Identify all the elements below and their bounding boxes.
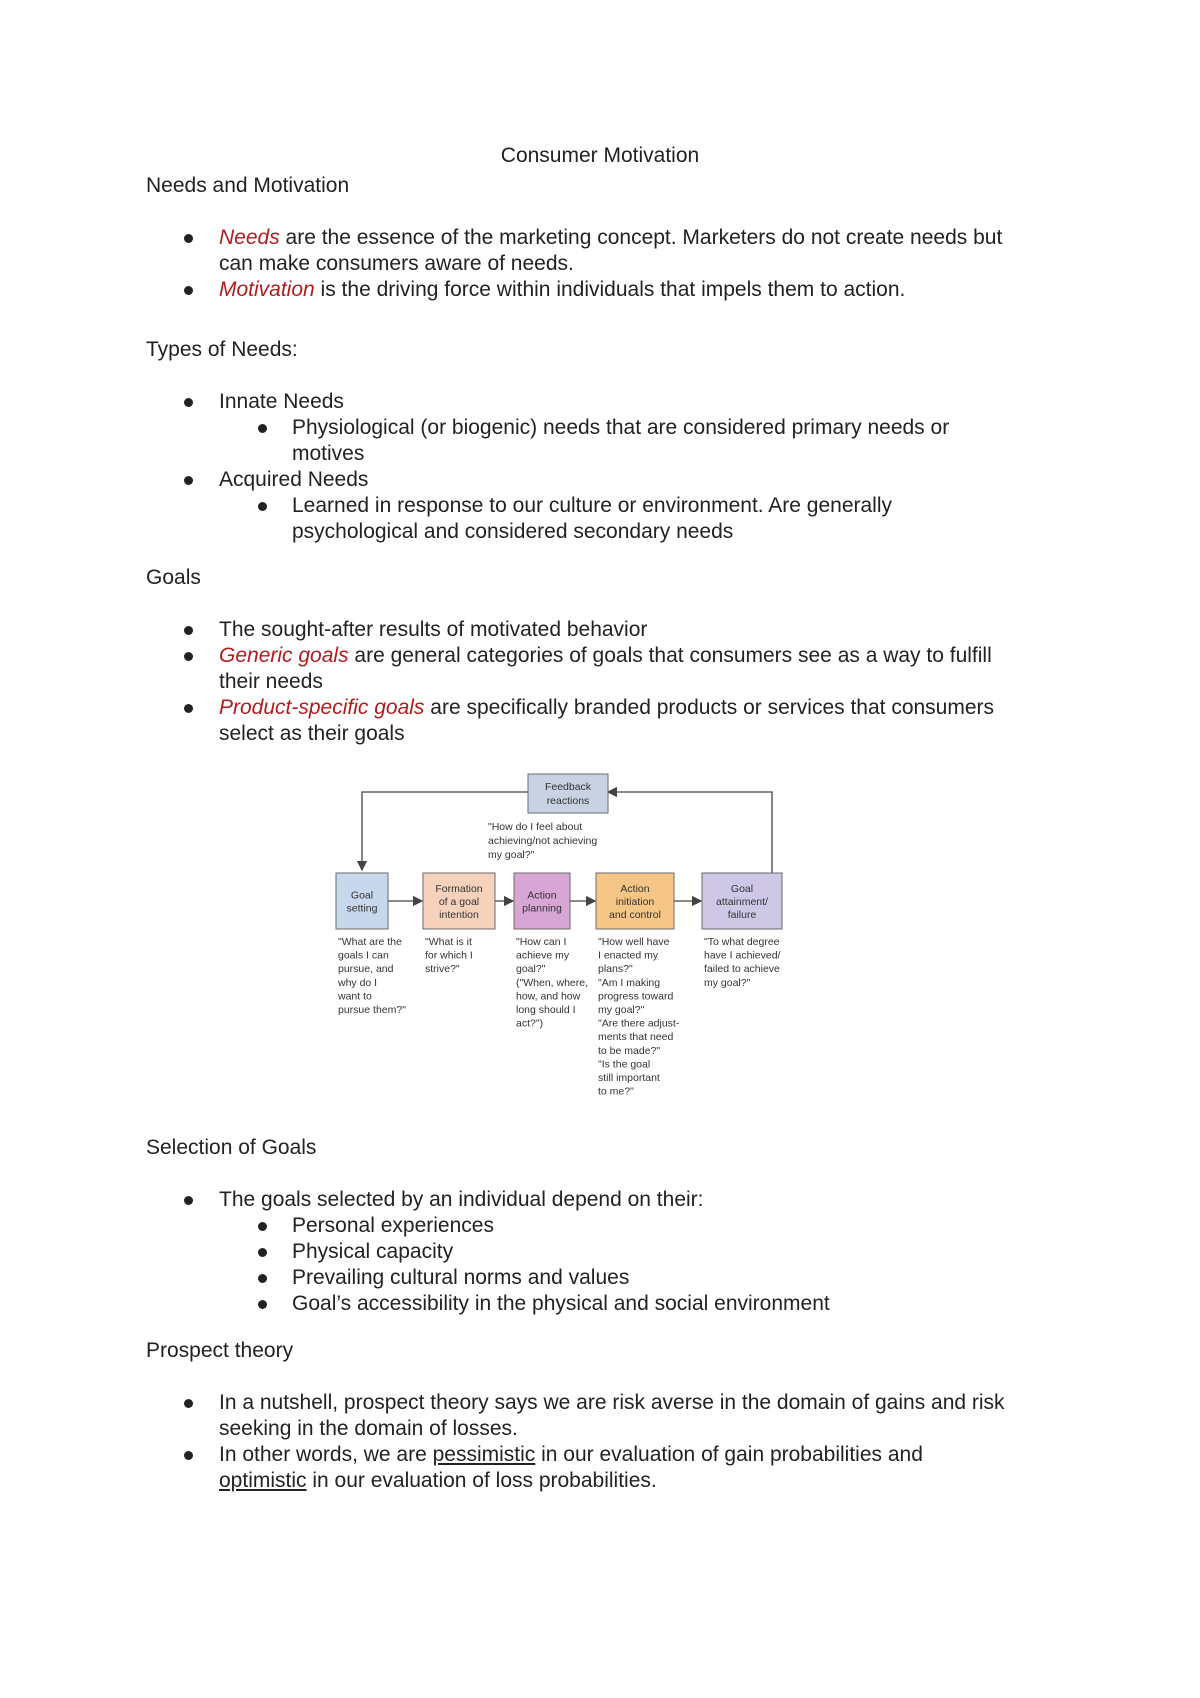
- goal-intention-label: Formation: [435, 883, 483, 895]
- action-planning-question: act?"): [516, 1017, 544, 1030]
- action-initiation-question: "How well have: [598, 936, 670, 948]
- feedback-question: [488, 821, 597, 861]
- action-planning-question: "How can I: [516, 936, 567, 948]
- term-generic-goals: Generic goals: [219, 644, 349, 667]
- goal-setting-question: pursue them?": [338, 1004, 406, 1016]
- goal-intention-question: for which I: [425, 949, 473, 962]
- sub-list-item: Personal experiences: [292, 1213, 1032, 1239]
- feedback-question-line: achieving/not achieving: [488, 835, 598, 847]
- action-planning-question: goal?": [516, 963, 546, 976]
- sub-list-item: Goal’s accessibility in the physical and social environment: [292, 1291, 1032, 1317]
- heading-goals: Goals: [146, 566, 201, 589]
- heading-types-of-needs: Types of Needs:: [146, 338, 298, 361]
- goal-intention-question: "What is it: [425, 936, 472, 948]
- goal-attainment-question: have I achieved/: [704, 949, 781, 962]
- action-initiation-label: and control: [609, 909, 661, 921]
- action-planning-label: planning: [522, 902, 562, 915]
- goal-setting-question: pursue, and: [338, 963, 394, 976]
- list-item: Product-specific goals are specifically branded products or services that consumers select as their goals: [219, 695, 1089, 747]
- action-initiation-question: to be made?": [598, 1044, 661, 1057]
- page-title: Consumer Motivation: [500, 144, 700, 167]
- action-initiation-question: "Is the goal: [598, 1058, 651, 1071]
- action-initiation-question: to me?": [598, 1085, 634, 1098]
- goal-attainment-label: attainment/: [716, 896, 768, 908]
- goal-setting-label: Goal: [350, 889, 374, 902]
- step-boxes: [336, 873, 782, 1098]
- goal-intention-label: intention: [439, 909, 479, 921]
- action-initiation-label: Action: [620, 883, 650, 895]
- term-motivation: Motivation: [219, 278, 315, 301]
- feedback-box: [528, 774, 608, 813]
- list-item: The sought-after results of motivated behavior: [219, 617, 1089, 643]
- action-planning-question: achieve my: [516, 949, 570, 962]
- feedback-label-1: Feedback: [544, 781, 592, 793]
- list-item: In a nutshell, prospect theory says we are risk averse in the domain of gains and risk seeking in the domain of losses.: [219, 1390, 1089, 1442]
- list-item: The goals selected by an individual depend on their:: [219, 1187, 1089, 1213]
- sub-list-item: Learned in response to our culture or environment. Are generally psychological and considered secondary needs: [292, 493, 1032, 545]
- list-item: Generic goals are general categories of goals that consumers see as a way to fulfill their needs: [219, 643, 1089, 695]
- heading-needs-motivation: Needs and Motivation: [146, 174, 350, 197]
- goal-setting-question: "What are the: [338, 936, 402, 948]
- list-item-innate: Innate Needs: [219, 389, 1089, 415]
- term-product-specific-goals: Product-specific goals: [219, 696, 425, 719]
- goal-attainment-question: "To what degree: [704, 936, 780, 948]
- feedback-question-line: "How do I feel about: [488, 821, 583, 833]
- feedback-return-arrow: [608, 792, 772, 873]
- goal-setting-question: why do I: [338, 976, 378, 989]
- action-planning-label: Action: [527, 889, 557, 902]
- action-initiation-label: initiation: [615, 896, 655, 908]
- goal-attainment-label: Goal: [730, 883, 754, 895]
- feedback-question-line: my goal?": [488, 849, 535, 861]
- heading-selection-of-goals: Selection of Goals: [146, 1136, 317, 1159]
- list-item: In other words, we are pessimistic in our evaluation of gain probabilities and optimistic in our evaluation of loss probabilities.: [219, 1442, 1089, 1494]
- goal-process-diagram: [320, 760, 840, 1105]
- action-initiation-question: "Am I making: [598, 976, 661, 989]
- action-planning-question: long should I: [516, 1004, 576, 1016]
- sub-list-item: Physiological (or biogenic) needs that are considered primary needs or motives: [292, 415, 1032, 467]
- goal-setting-question: want to: [338, 990, 372, 1003]
- action-initiation-question: progress toward: [598, 990, 674, 1003]
- heading-prospect-theory: Prospect theory: [146, 1339, 294, 1362]
- goal-attainment-question: failed to achieve: [704, 963, 780, 976]
- list-item-acquired: Acquired Needs: [219, 467, 1089, 493]
- action-initiation-question: still important: [598, 1072, 660, 1084]
- sub-list-item: Physical capacity: [292, 1239, 1032, 1265]
- sub-list-item: Prevailing cultural norms and values: [292, 1265, 1032, 1291]
- goal-intention-question: strive?": [425, 963, 460, 976]
- action-initiation-question: I enacted my: [598, 949, 659, 962]
- action-initiation-question: plans?": [598, 963, 633, 976]
- list-item: Needs are the essence of the marketing concept. Marketers do not create needs but can make consumers aware of needs.: [219, 225, 1089, 277]
- goal-setting-label: setting: [346, 902, 378, 915]
- term-needs: Needs: [219, 226, 280, 249]
- underlined-optimistic: optimistic: [219, 1469, 307, 1492]
- action-initiation-question: ments that need: [598, 1031, 674, 1044]
- action-planning-question: how, and how: [516, 990, 581, 1003]
- goal-attainment-question: my goal?": [704, 976, 751, 989]
- action-planning-question: ("When, where,: [516, 976, 589, 989]
- action-initiation-question: my goal?": [598, 1004, 645, 1016]
- underlined-pessimistic: pessimistic: [432, 1443, 536, 1466]
- feedback-label-2: reactions: [546, 795, 590, 807]
- goal-intention-label: of a goal: [438, 896, 480, 908]
- list-item: Motivation is the driving force within individuals that impels them to action.: [219, 277, 1089, 303]
- goal-attainment-label: failure: [727, 909, 757, 921]
- goal-setting-question: goals I can: [338, 949, 389, 962]
- action-initiation-question: "Are there adjust-: [598, 1017, 680, 1030]
